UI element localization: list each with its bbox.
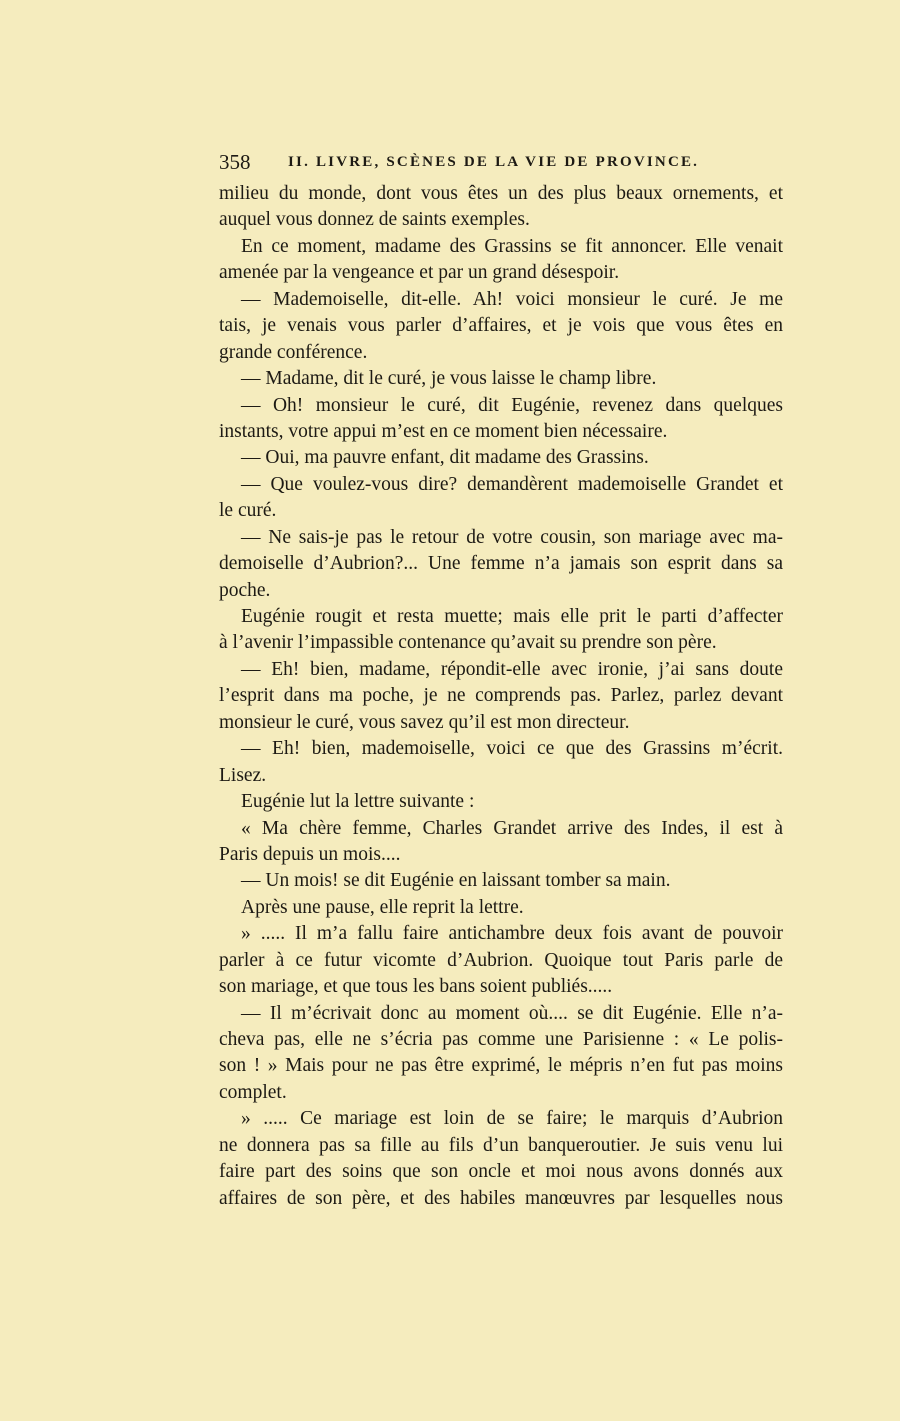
text-line: — Que voulez-vous dire? demandèrent mademoiselle Grandet et [241, 473, 783, 495]
text-line: l’esprit dans ma poche, je ne comprends pas. Parlez, parlez devant [219, 685, 783, 707]
text-line: instants, votre appui m’est en ce moment bien nécessaire. [219, 420, 668, 442]
text-line: — Un mois! se dit Eugénie en laissant tomber sa main. [241, 870, 671, 892]
text-line: tais, je venais vous parler d’affaires, et je vois que vous êtes en [219, 315, 783, 337]
text-line: complet. [219, 1081, 287, 1103]
text-line: à l’avenir l’impassible contenance qu’avait su prendre son père. [219, 632, 717, 654]
text-line: affaires de son père, et des habiles manœuvres par lesquelles nous [219, 1187, 783, 1209]
text-line: — Il m’écrivait donc au moment où.... se dit Eugénie. Elle n’a- [241, 1002, 783, 1024]
text-line: Eugénie rougit et resta muette; mais elle prit le parti d’affecter [241, 606, 783, 627]
running-title: II. LIVRE, SCÈNES DE LA VIE DE PROVINCE. [288, 154, 700, 170]
text-line: — Oui, ma pauvre enfant, dit madame des Grassins. [241, 447, 649, 469]
text-line: — Mademoiselle, dit-elle. Ah! voici monsieur le curé. Je me [241, 288, 783, 310]
text-line: auquel vous donnez de saints exemples. [219, 209, 530, 231]
running-header [219, 150, 785, 178]
text-line: — Madame, dit le curé, je vous laisse le champ libre. [241, 368, 657, 390]
text-line: — Ne sais-je pas le retour de votre cousin, son mariage avec ma- [241, 526, 783, 548]
text-line: son mariage, et que tous les bans soient publiés..... [219, 976, 613, 998]
text-line: « Ma chère femme, Charles Grandet arrive des Indes, il est à [241, 817, 783, 839]
text-line: — Eh! bien, madame, répondit-elle avec ironie, j’ai sans doute [241, 658, 783, 680]
page-body-text [219, 181, 783, 1212]
text-line: faire part des soins que son oncle et moi nous avons donnés aux [219, 1161, 783, 1183]
text-line: demoiselle d’Aubrion?... Une femme n’a jamais son esprit dans sa [219, 553, 783, 575]
text-line: parler à ce futur vicomte d’Aubrion. Quoique tout Paris parle de [219, 949, 783, 971]
text-line: — Oh! monsieur le curé, dit Eugénie, revenez dans quelques [241, 394, 783, 416]
text-line: cheva pas, elle ne s’écria pas comme une Parisienne : « Le polis- [219, 1029, 783, 1050]
text-line: » ..... Il m’a fallu faire antichambre deux fois avant de pouvoir [241, 923, 783, 945]
text-line: amenée par la vengeance et par un grand désespoir. [219, 262, 620, 284]
text-line: le curé. [219, 500, 277, 522]
text-line: » ..... Ce mariage est loin de se faire; le marquis d’Aubrion [241, 1108, 783, 1130]
text-line: grande conférence. [219, 341, 368, 363]
text-line: ne donnera pas sa fille au fils d’un banqueroutier. Je suis venu lui [219, 1134, 783, 1156]
text-line: monsieur le curé, vous savez qu’il est mon directeur. [219, 711, 630, 733]
page-number: 358 [219, 150, 251, 174]
text-line: son ! » Mais pour ne pas être exprimé, le mépris n’en fut pas moins [219, 1055, 783, 1077]
text-line: Lisez. [219, 764, 267, 786]
text-line: Paris depuis un mois.... [219, 843, 401, 865]
text-line: — Eh! bien, mademoiselle, voici ce que des Grassins m’écrit. [241, 738, 783, 760]
text-line: Eugénie lut la lettre suivante : [241, 791, 475, 813]
text-line: Après une pause, elle reprit la lettre. [241, 896, 524, 918]
text-line: poche. [219, 579, 271, 601]
text-line: En ce moment, madame des Grassins se fit annoncer. Elle venait [241, 235, 783, 257]
text-line: milieu du monde, dont vous êtes un des plus beaux ornements, et [219, 183, 783, 204]
